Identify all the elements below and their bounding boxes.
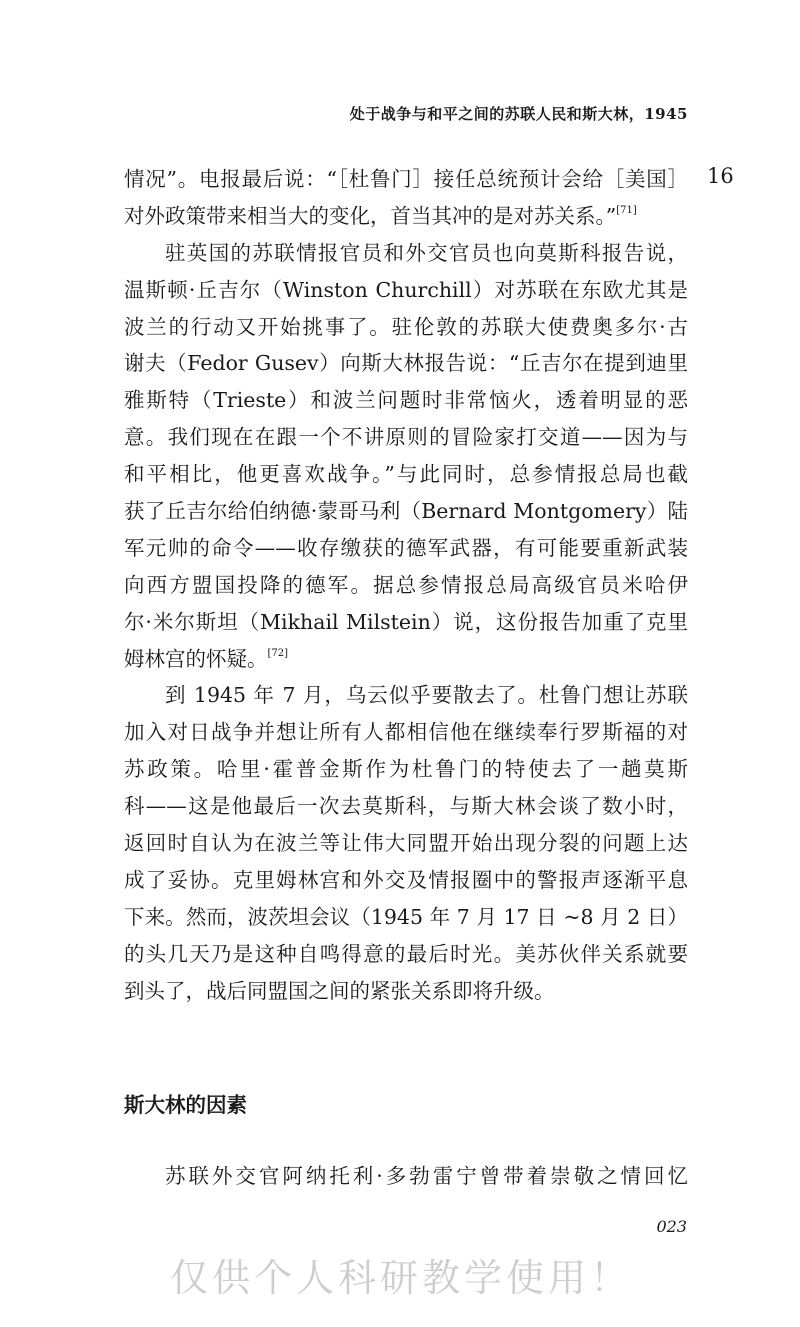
section-heading: 斯大林的因素 [124, 1093, 247, 1117]
text-line: 波兰的行动又开始挑事了。驻伦敦的苏联大使费奥多尔·古 [124, 314, 688, 339]
text-line: 科——这是他最后一次去莫斯科，与斯大林会谈了数小时， [124, 794, 688, 819]
text-line: 获了丘吉尔给伯纳德·蒙哥马利（Bernard Montgomery）陆 [124, 499, 688, 524]
text-line: 对外政策带来相当大的变化，首当其冲的是对苏关系。”[71] [124, 203, 637, 228]
text-line: 加入对日战争并想让所有人都相信他在继续奉行罗斯福的对 [124, 720, 688, 745]
text-line: 军元帅的命令——收存缴获的德军武器，有可能要重新武装 [124, 535, 688, 560]
watermark: 仅供个人科研教学使用！ [170, 1256, 633, 1300]
footnote-marker: [72] [267, 647, 289, 659]
text-line: 到 1945 年 7 月，乌云似乎要散去了。杜鲁门想让苏联 [165, 683, 688, 708]
text-line: 成了妥协。克里姆林宫和外交及情报圈中的警报声逐渐平息 [124, 867, 688, 892]
body-text [124, 161, 688, 1009]
text-line: 的头几天乃是这种自鸣得意的最后时光。美苏伙伴关系就要 [124, 941, 688, 966]
text-line: 向西方盟国投降的德军。据总参情报总局高级官员米哈伊 [124, 572, 688, 597]
text-line: 返回时自认为在波兰等让伟大同盟开始出现分裂的问题上达 [124, 831, 688, 856]
text-line: 谢夫（Fedor Gusev）向斯大林报告说：“丘吉尔在提到迪里 [124, 351, 688, 376]
margin-page-number: 16 [707, 164, 734, 188]
text-line: 下来。然而，波茨坦会议（1945 年 7 月 17 日 ~8 月 2 日） [124, 904, 688, 929]
text-line: 温斯顿·丘吉尔（Winston Churchill）对苏联在东欧尤其是 [124, 277, 688, 302]
text-line: 尔·米尔斯坦（Mikhail Milstein）说，这份报告加重了克里 [124, 609, 688, 634]
page-number: 023 [656, 1217, 687, 1236]
text-line: 到头了，战后同盟国之间的紧张关系即将升级。 [124, 978, 555, 1003]
text-line: 和平相比，他更喜欢战争。”与此同时，总参情报总局也截 [124, 462, 688, 487]
footnote-marker: [71] [616, 204, 637, 216]
text-line: 意。我们现在在跟一个不讲原则的冒险家打交道——因为与 [124, 425, 688, 450]
running-header: 处于战争与和平之间的苏联人民和斯大林，1945 [349, 105, 688, 123]
text-line: 驻英国的苏联情报官员和外交官员也向莫斯科报告说， [165, 240, 688, 265]
text-line: 姆林宫的怀疑。[72] [124, 646, 289, 671]
section-text [124, 1158, 688, 1195]
text-line: 雅斯特（Trieste）和波兰问题时非常恼火，透着明显的恶 [124, 388, 688, 413]
text-line: 情况”。电报最后说：“［杜鲁门］接任总统预计会给［美国］ [124, 167, 688, 191]
text-line: 苏政策。哈里·霍普金斯作为杜鲁门的特使去了一趟莫斯 [124, 757, 688, 782]
text-line: 苏联外交官阿纳托利·多勃雷宁曾带着崇敬之情回忆 [165, 1164, 688, 1188]
